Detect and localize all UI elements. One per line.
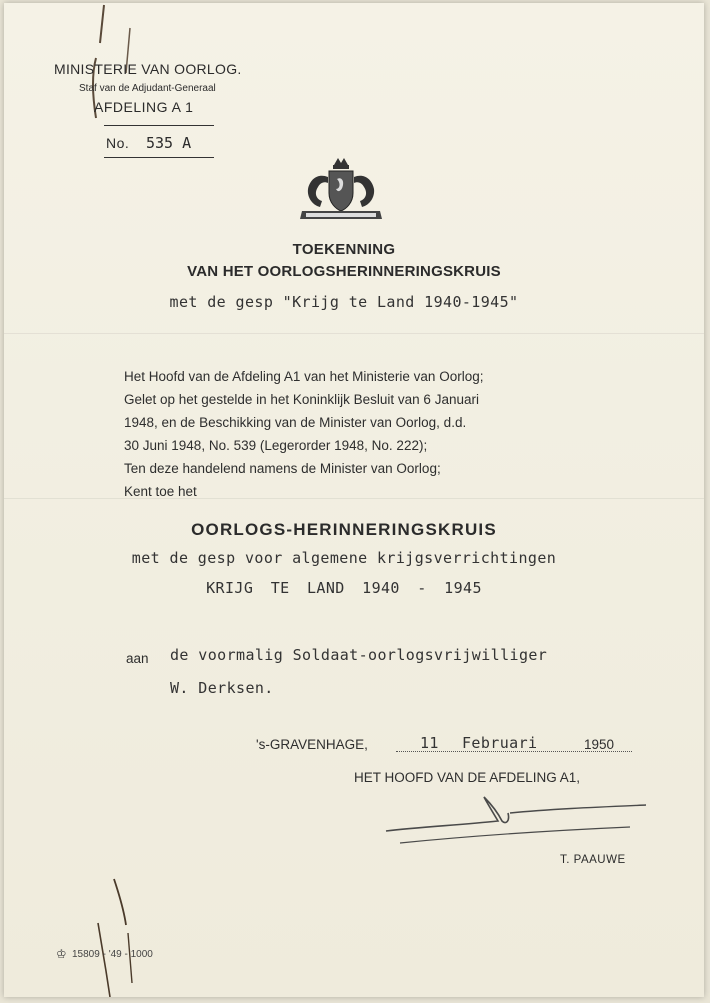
header-rule <box>104 157 214 158</box>
signatory-title: HET HOOFD VAN DE AFDELING A1, <box>354 770 581 785</box>
award-clasp-name: KRIJG TE LAND 1940 - 1945 <box>206 579 482 597</box>
date-year: 1950 <box>584 737 615 752</box>
number-value: 535 A <box>146 134 192 152</box>
body-text <box>124 365 483 503</box>
body-line: Ten deze handelend namens de Minister van Oorlog; <box>124 461 441 476</box>
recipient-rank: de voormalig Soldaat-oorlogsvrijwilliger <box>170 646 548 664</box>
title-line-3: met de gesp "Krijg te Land 1940-1945" <box>169 293 519 311</box>
body-line: 30 Juni 1948, No. 539 (Legerorder 1948, No. 222); <box>124 438 428 453</box>
department-name: AFDELING A 1 <box>94 99 194 115</box>
date-day: 11 <box>420 734 439 752</box>
staff-name: Staf van de Adjudant-Generaal <box>79 83 216 94</box>
body-line: Gelet op het gestelde in het Koninklijk Besluit van 6 Januari <box>124 392 479 407</box>
recipient-name: W. Derksen. <box>170 679 274 697</box>
award-name: OORLOGS-HERINNERINGSKRUIS <box>191 520 497 539</box>
pen-mark-bottom <box>84 871 154 997</box>
date-month: Februari <box>462 734 538 752</box>
ministry-name: MINISTERIE VAN OORLOG. <box>54 61 242 77</box>
coat-of-arms-icon <box>296 155 386 225</box>
header-rule <box>104 125 214 126</box>
printer-crown-icon: ♔ <box>56 947 67 961</box>
print-code: 15809 - '49 - 1000 <box>72 949 153 960</box>
signatory-name: T. PAAUWE <box>560 854 626 866</box>
fold-line <box>4 333 704 334</box>
number-label: No. <box>106 135 130 151</box>
handwritten-signature <box>380 791 650 851</box>
title-line-2: VAN HET OORLOGSHERINNERINGSKRUIS <box>187 263 501 280</box>
certificate-page <box>4 3 704 997</box>
place: 's-GRAVENHAGE, <box>256 737 368 752</box>
recipient-prefix: aan <box>126 651 149 666</box>
body-line: Het Hoofd van de Afdeling A1 van het Ministerie van Oorlog; <box>124 369 484 384</box>
award-clasp: met de gesp voor algemene krijgsverrichtingen <box>131 549 557 567</box>
title-line-1: TOEKENNING <box>292 241 396 258</box>
body-line: 1948, en de Beschikking van de Minister van Oorlog, d.d. <box>124 415 467 430</box>
body-line: Kent toe het <box>124 484 197 499</box>
